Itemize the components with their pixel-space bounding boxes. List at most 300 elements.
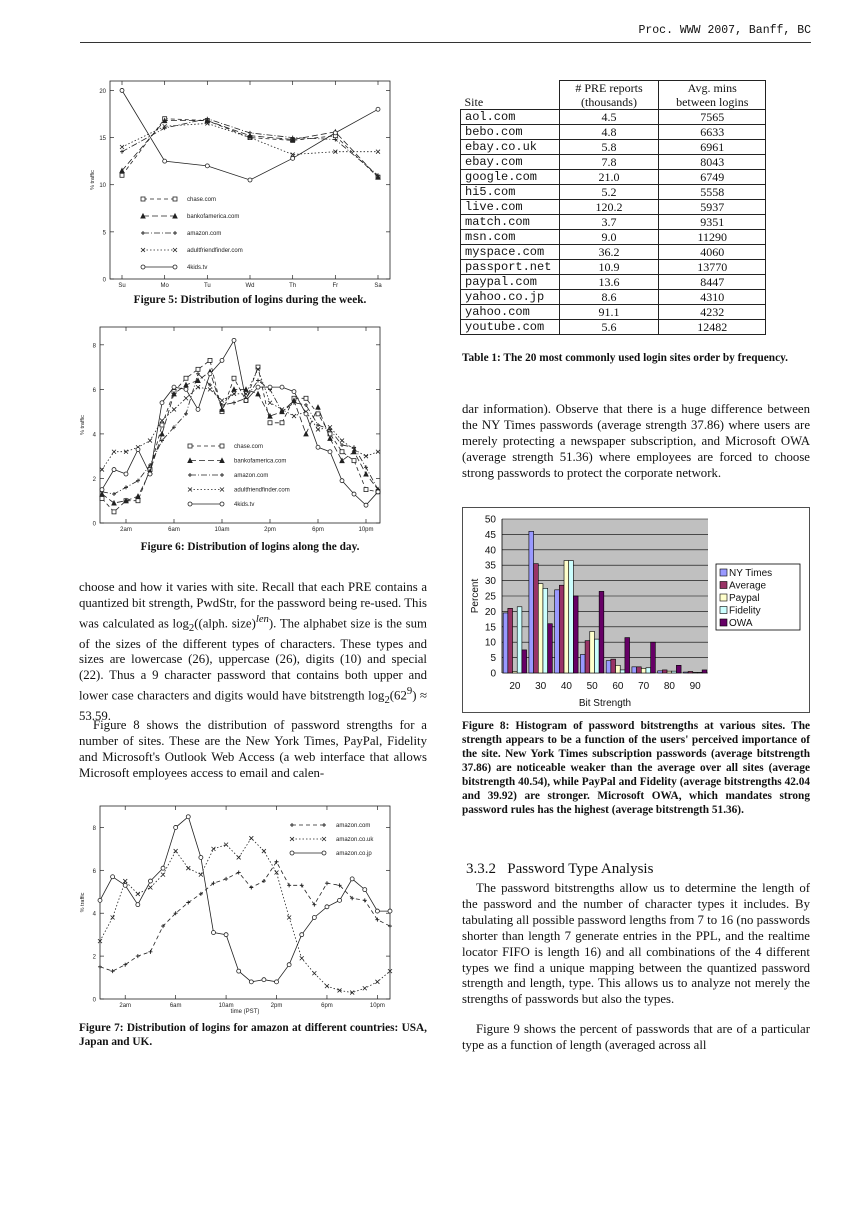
data-point (290, 851, 294, 855)
table-row (461, 230, 766, 245)
data-point (211, 847, 215, 851)
y-tick-label: 25 (484, 591, 496, 603)
data-point (237, 969, 241, 973)
data-point (188, 502, 192, 506)
data-point (220, 473, 224, 477)
x-tick-label: 2pm (270, 1003, 283, 1009)
data-point (244, 399, 248, 403)
running-header: Proc. WWW 2007, Banff, BC (80, 24, 811, 43)
table-header-pre-reports: # PRE reports (thousands) (559, 81, 659, 110)
legend-label: bankofamerica.com (187, 214, 240, 220)
table-cell-avg-mins: 13770 (659, 260, 766, 275)
histogram-bar (641, 668, 646, 673)
data-point (316, 405, 320, 409)
legend-swatch (720, 619, 727, 626)
x-axis-label: Bit Strength (578, 698, 632, 709)
data-point (173, 231, 177, 235)
legend-label: adultfriendfinder.com (234, 487, 290, 494)
data-point (136, 903, 140, 907)
legend-label: bankofamerica.com (234, 458, 287, 465)
plot-frame (100, 806, 390, 999)
data-point (184, 383, 188, 387)
data-point (292, 390, 296, 394)
data-point (248, 178, 252, 182)
table-1-caption: Table 1: The 20 most commonly used login sites order by frequency. (462, 352, 788, 364)
data-point (375, 980, 379, 984)
data-point (237, 870, 241, 874)
data-point (111, 916, 115, 920)
histogram-bar (667, 671, 672, 673)
y-tick-label: 20 (484, 606, 496, 618)
table-cell-avg-mins: 9351 (659, 215, 766, 230)
data-point (136, 494, 140, 498)
y-tick-label: 2 (92, 476, 96, 483)
x-tick-label: 60 (612, 681, 624, 692)
data-point (268, 421, 272, 425)
series-line (102, 369, 378, 469)
series-line (122, 119, 378, 176)
figure-5-caption: Figure 5: Distribution of logins during the week. (133, 294, 367, 306)
y-tick-label: 45 (484, 529, 496, 541)
histogram-bar (632, 667, 637, 673)
table-cell-avg-mins: 6961 (659, 140, 766, 155)
table-cell-site: ebay.com (461, 155, 560, 170)
data-point (100, 488, 104, 492)
table-cell-site: hi5.com (461, 185, 560, 200)
histogram-bar (564, 561, 569, 673)
x-tick-label: Sa (374, 283, 382, 289)
histogram-bar (569, 561, 574, 673)
x-tick-label: 50 (586, 681, 598, 692)
data-point (287, 963, 291, 967)
histogram-bar (676, 665, 681, 673)
data-point (188, 473, 192, 477)
x-tick-label: 10am (214, 527, 230, 533)
data-point (208, 387, 212, 391)
x-tick-label: 6pm (321, 1003, 333, 1009)
y-tick-label: 40 (484, 545, 496, 557)
data-point (364, 488, 368, 492)
right-paragraph-figure9: Figure 9 shows the percent of passwords that are of a particular type as a function of length (averaged across all (462, 1022, 810, 1052)
x-tick-label: Fr (332, 283, 339, 289)
legend-label: 4kids.tv (234, 502, 255, 508)
data-point (275, 860, 279, 864)
table-row (461, 140, 766, 155)
data-point (316, 423, 320, 427)
data-point (290, 823, 294, 827)
table-cell-avg-mins: 6749 (659, 170, 766, 185)
data-point (363, 986, 367, 990)
section-heading: 3.3.2 Password Type Analysis (466, 861, 654, 877)
y-tick-label: 35 (484, 560, 496, 572)
data-point (141, 265, 145, 269)
data-point (220, 358, 224, 362)
data-point (160, 423, 164, 427)
table-row (461, 305, 766, 320)
plot-frame (100, 327, 380, 523)
data-point (196, 367, 200, 371)
data-point (300, 883, 304, 887)
x-tick-label: 6am (169, 1003, 182, 1009)
y-tick-label: 0 (102, 277, 106, 284)
data-point (184, 412, 188, 416)
legend-label: Fidelity (729, 605, 761, 617)
table-cell-pre-reports: 5.8 (559, 140, 659, 155)
data-point (268, 385, 272, 389)
data-point (340, 439, 344, 443)
y-tick-label: 8 (92, 343, 96, 350)
legend-swatch (720, 594, 727, 601)
series-line (102, 372, 378, 504)
histogram-bar (513, 671, 518, 673)
data-point (325, 881, 329, 885)
histogram-bar (651, 642, 656, 673)
y-tick-label: 20 (99, 88, 106, 95)
y-tick-label: 0 (490, 668, 496, 680)
data-point (364, 465, 368, 469)
data-point (304, 412, 308, 416)
y-axis-label: % traffic (80, 415, 86, 435)
data-point (173, 214, 177, 218)
data-point (237, 855, 241, 859)
data-point (363, 888, 367, 892)
data-point (112, 468, 116, 472)
table-cell-site: google.com (461, 170, 560, 185)
data-point (123, 883, 127, 887)
data-point (312, 971, 316, 975)
data-point (256, 385, 260, 389)
histogram-bar (658, 671, 663, 673)
legend-label: Paypal (729, 593, 760, 604)
data-point (232, 401, 236, 405)
right-paragraph-type-analysis: The password bitstrengths allow us to determine the length of the password and the number of character types it includes. By tabulating all possible password lengths from 7 to 16 (no passwords shorter than length 7 generate entries in the PPL, and the realtime locator FIFO is length 16) and all combinations of the 4 different types we find a unique mapping between the quantized password strength and length, type. This allows us to analyze not merely the strengths of passwords but also the types. (462, 881, 810, 1007)
histogram-bar (620, 670, 625, 673)
data-point (248, 131, 252, 135)
table-cell-pre-reports: 13.6 (559, 275, 659, 290)
data-point (375, 909, 379, 913)
data-point (280, 385, 284, 389)
data-point (232, 376, 236, 380)
data-point (136, 954, 140, 958)
data-point (186, 815, 190, 819)
data-point (186, 866, 190, 870)
x-tick-label: 2pm (264, 527, 276, 533)
data-point (322, 851, 326, 855)
table-cell-avg-mins: 8043 (659, 155, 766, 170)
data-point (184, 396, 188, 400)
data-point (256, 378, 260, 382)
data-point (376, 107, 380, 111)
data-point (98, 965, 102, 969)
table-row (461, 110, 766, 125)
table-row (461, 245, 766, 260)
y-axis-label: Percent (470, 578, 481, 614)
legend-label: Average (729, 580, 767, 592)
table-header-avg-mins: Avg. mins between logins (659, 81, 766, 110)
data-point (220, 459, 224, 463)
histogram-bar (559, 585, 564, 673)
histogram-bar (548, 624, 553, 673)
series-line (100, 862, 390, 971)
histogram-bar (543, 588, 548, 673)
data-point (174, 849, 178, 853)
table-row (461, 260, 766, 275)
data-point (328, 450, 332, 454)
table-cell-pre-reports: 36.2 (559, 245, 659, 260)
series-line (122, 121, 378, 178)
histogram-bar (522, 650, 527, 673)
data-point (304, 432, 308, 436)
legend-label: NY Times (729, 568, 773, 579)
y-tick-label: 15 (484, 622, 496, 634)
data-point (148, 879, 152, 883)
x-tick-label: 90 (689, 681, 701, 692)
table-cell-site: live.com (461, 200, 560, 215)
data-point (112, 510, 116, 514)
data-point (111, 875, 115, 879)
table-row (461, 320, 766, 335)
data-point (161, 873, 165, 877)
left-paragraph-bitstrength: choose and how it varies with site. Recall that each PRE contains a quantized bit strength, PwdStr, for the password being re-used. This was calculated as $\log_2((alph$. size)$^{len}$). The alphabet size is the sum of the sizes of the different types of characters. These types and sizes are lowercase (26), uppercase (26), digits (10) and special (22). Thus a 9 character password that contains both upper and lower case characters and digits would have bitstrength $\log_2(62^9) \approx 53.59$. (79, 580, 428, 723)
data-point (123, 879, 127, 883)
table-cell-pre-reports: 120.2 (559, 200, 659, 215)
table-cell-avg-mins: 11290 (659, 230, 766, 245)
data-point (352, 459, 356, 463)
x-tick-label: 70 (638, 681, 650, 692)
table-cell-avg-mins: 6633 (659, 125, 766, 140)
data-point (220, 407, 224, 411)
data-point (188, 444, 192, 448)
y-tick-label: 5 (490, 653, 496, 665)
data-point (363, 898, 367, 902)
left-paragraph-figure8-intro: Figure 8 shows the distribution of password strengths for a number of sites. These are the New York Times, PayPal, Fidelity and Microsoft's Outlook Web Access (a web interface that allows Microsoft employees access to email and calen- (79, 718, 427, 780)
table-cell-avg-mins: 8447 (659, 275, 766, 290)
histogram-bar (573, 596, 578, 673)
table-cell-site: yahoo.com (461, 305, 560, 320)
y-tick-label: 6 (92, 387, 96, 394)
legend-swatch (720, 582, 727, 589)
data-point (220, 488, 224, 492)
data-point (325, 984, 329, 988)
table-cell-site: myspace.com (461, 245, 560, 260)
data-point (124, 485, 128, 489)
data-point (249, 836, 253, 840)
data-point (173, 248, 177, 252)
table-row (461, 275, 766, 290)
series-line (102, 340, 378, 505)
data-point (316, 445, 320, 449)
histogram-bar (585, 641, 590, 673)
data-point (124, 472, 128, 476)
data-point (136, 892, 140, 896)
x-tick-label: Wd (245, 283, 255, 289)
figure-8-histogram (462, 507, 810, 713)
table-cell-pre-reports: 91.1 (559, 305, 659, 320)
data-point (208, 372, 212, 376)
data-point (328, 436, 332, 440)
histogram-bar (594, 639, 599, 673)
table-cell-pre-reports: 4.5 (559, 110, 659, 125)
data-point (184, 387, 188, 391)
data-point (287, 916, 291, 920)
histogram-bar (697, 672, 702, 673)
data-point (262, 879, 266, 883)
histogram-bar (683, 672, 688, 673)
figure-6-chart (80, 325, 400, 537)
data-point (148, 439, 152, 443)
data-point (376, 150, 380, 154)
table-cell-site: aol.com (461, 110, 560, 125)
table-cell-avg-mins: 4310 (659, 290, 766, 305)
table-row (461, 290, 766, 305)
x-tick-label: 6pm (312, 527, 324, 533)
table-cell-pre-reports: 5.2 (559, 185, 659, 200)
histogram-bar (534, 564, 539, 673)
x-tick-label: 2am (119, 1003, 132, 1009)
data-point (304, 396, 308, 400)
table-cell-avg-mins: 5937 (659, 200, 766, 215)
data-point (291, 156, 295, 160)
data-point (120, 88, 124, 92)
y-tick-label: 10 (99, 183, 106, 190)
histogram-bar (590, 631, 595, 673)
data-point (163, 159, 167, 163)
table-row (461, 170, 766, 185)
y-tick-label: 2 (92, 954, 96, 961)
data-point (224, 877, 228, 881)
data-point (136, 448, 140, 452)
table-cell-site: youtube.com (461, 320, 560, 335)
table-cell-site: paypal.com (461, 275, 560, 290)
x-tick-label: Su (118, 283, 126, 289)
figure-6-caption: Figure 6: Distribution of logins along the day. (140, 541, 360, 553)
data-point (312, 916, 316, 920)
data-point (287, 883, 291, 887)
histogram-bar (702, 670, 707, 673)
data-point (224, 843, 228, 847)
table-row (461, 200, 766, 215)
table-cell-pre-reports: 7.8 (559, 155, 659, 170)
table-cell-avg-mins: 7565 (659, 110, 766, 125)
x-tick-label: 6am (168, 527, 180, 533)
legend-label: adultfriendfinder.com (187, 248, 243, 254)
data-point (232, 338, 236, 342)
data-point (148, 885, 152, 889)
table-cell-pre-reports: 9.0 (559, 230, 659, 245)
legend-label: chase.com (234, 444, 264, 450)
data-point (120, 173, 124, 177)
y-tick-label: 50 (484, 514, 496, 526)
table-cell-pre-reports: 21.0 (559, 170, 659, 185)
data-point (173, 197, 177, 201)
table-row (461, 155, 766, 170)
data-point (262, 978, 266, 982)
data-point (199, 873, 203, 877)
legend-label: amazon.com (187, 231, 222, 237)
data-point (364, 503, 368, 507)
table-cell-site: bebo.com (461, 125, 560, 140)
x-tick-label: 40 (560, 681, 572, 692)
data-point (220, 444, 224, 448)
data-point (161, 866, 165, 870)
table-row (461, 125, 766, 140)
data-point (172, 407, 176, 411)
data-point (364, 472, 368, 476)
data-point (388, 909, 392, 913)
data-point (211, 931, 215, 935)
data-point (112, 492, 116, 496)
table-cell-pre-reports: 3.7 (559, 215, 659, 230)
histogram-bar (625, 638, 630, 673)
data-point (280, 421, 284, 425)
table-cell-pre-reports: 5.6 (559, 320, 659, 335)
y-tick-label: 30 (484, 576, 496, 588)
data-point (376, 450, 380, 454)
data-point (325, 905, 329, 909)
y-tick-label: 8 (92, 825, 96, 832)
histogram-bar (599, 591, 604, 673)
legend-label: amazon.com (336, 823, 371, 829)
table-cell-site: ebay.co.uk (461, 140, 560, 155)
table-row (461, 185, 766, 200)
histogram-bar (555, 590, 560, 673)
y-tick-label: 0 (92, 997, 96, 1004)
legend-label: amazon.co.jp (336, 851, 372, 857)
data-point (262, 849, 266, 853)
histogram-bar (517, 607, 522, 673)
data-point (300, 933, 304, 937)
data-point (172, 385, 176, 389)
data-point (220, 502, 224, 506)
histogram-bar (529, 531, 534, 673)
data-point (188, 459, 192, 463)
histogram-bar (688, 671, 693, 673)
data-point (350, 877, 354, 881)
histogram-bar (646, 668, 651, 673)
data-point (148, 472, 152, 476)
x-tick-label: 20 (509, 681, 521, 692)
histogram-bar (580, 655, 585, 673)
data-point (292, 414, 296, 418)
data-point (112, 450, 116, 454)
data-point (232, 387, 236, 391)
data-point (141, 214, 145, 218)
table-cell-site: passport.net (461, 260, 560, 275)
data-point (160, 432, 164, 436)
data-point (304, 403, 308, 407)
table-row (461, 215, 766, 230)
x-tick-label: Th (289, 283, 297, 289)
data-point (141, 197, 145, 201)
data-point (340, 450, 344, 454)
data-point (322, 823, 326, 827)
data-point (268, 401, 272, 405)
x-tick-label: Mo (160, 283, 169, 289)
histogram-bar (672, 671, 677, 673)
table-cell-avg-mins: 4060 (659, 245, 766, 260)
data-point (199, 855, 203, 859)
data-point (205, 164, 209, 168)
y-tick-label: 10 (484, 637, 496, 649)
histogram-bar (637, 667, 642, 673)
data-point (364, 454, 368, 458)
legend-swatch (720, 569, 727, 576)
y-axis-label: % traffic (90, 170, 96, 190)
histogram-bar (616, 665, 621, 673)
data-point (160, 401, 164, 405)
data-point (120, 150, 124, 154)
data-point (338, 898, 342, 902)
